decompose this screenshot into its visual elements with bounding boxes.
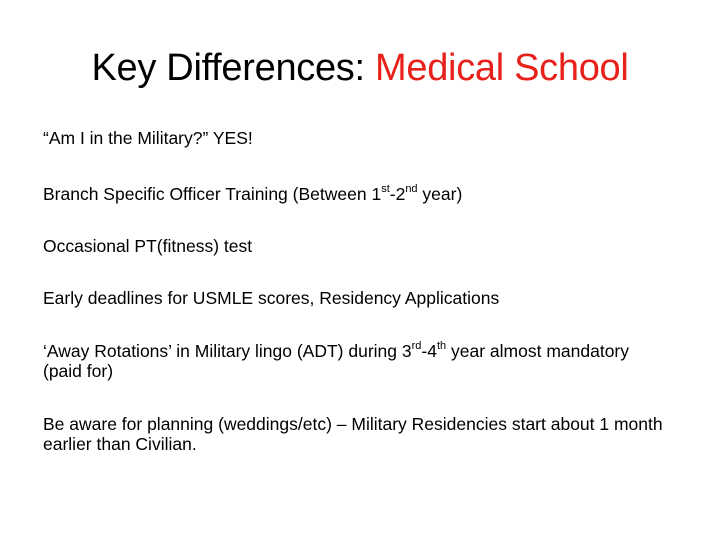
superscript: th (436, 340, 447, 353)
bullet-deadlines (43, 288, 663, 308)
bullet-officer-training (43, 184, 663, 204)
superscript: rd (411, 340, 422, 353)
bullet-text: -2 (389, 184, 406, 204)
bullet-text: Early deadlines for USMLE scores, Residency Applications (43, 288, 500, 308)
bullet-text: year almost mandatory (paid for) (43, 341, 630, 381)
bullet-text: Branch Specific Officer Training (Between 1 (43, 184, 382, 204)
bullet-text: Be aware for planning (weddings/etc) – Military Residencies start about 1 month earlier than Civilian. (43, 414, 663, 454)
bullet-text: -4 (421, 341, 437, 361)
slide-title (0, 40, 720, 96)
bullet-away-rotations (43, 341, 663, 381)
bullet-text: “Am I in the Military?” YES! (43, 128, 253, 148)
bullet-text: year) (417, 184, 463, 204)
bullet-planning (43, 414, 663, 454)
title-main: Key Differences: (91, 47, 376, 89)
superscript: st (381, 183, 390, 196)
superscript: nd (405, 183, 418, 196)
bullet-text: ‘Away Rotations’ in Military lingo (ADT) during 3 (43, 341, 412, 361)
bullet-military-question (43, 128, 663, 148)
bullet-pt-test (43, 236, 663, 256)
bullet-text: Occasional PT(fitness) test (43, 236, 253, 256)
title-accent: Medical School (375, 47, 629, 89)
